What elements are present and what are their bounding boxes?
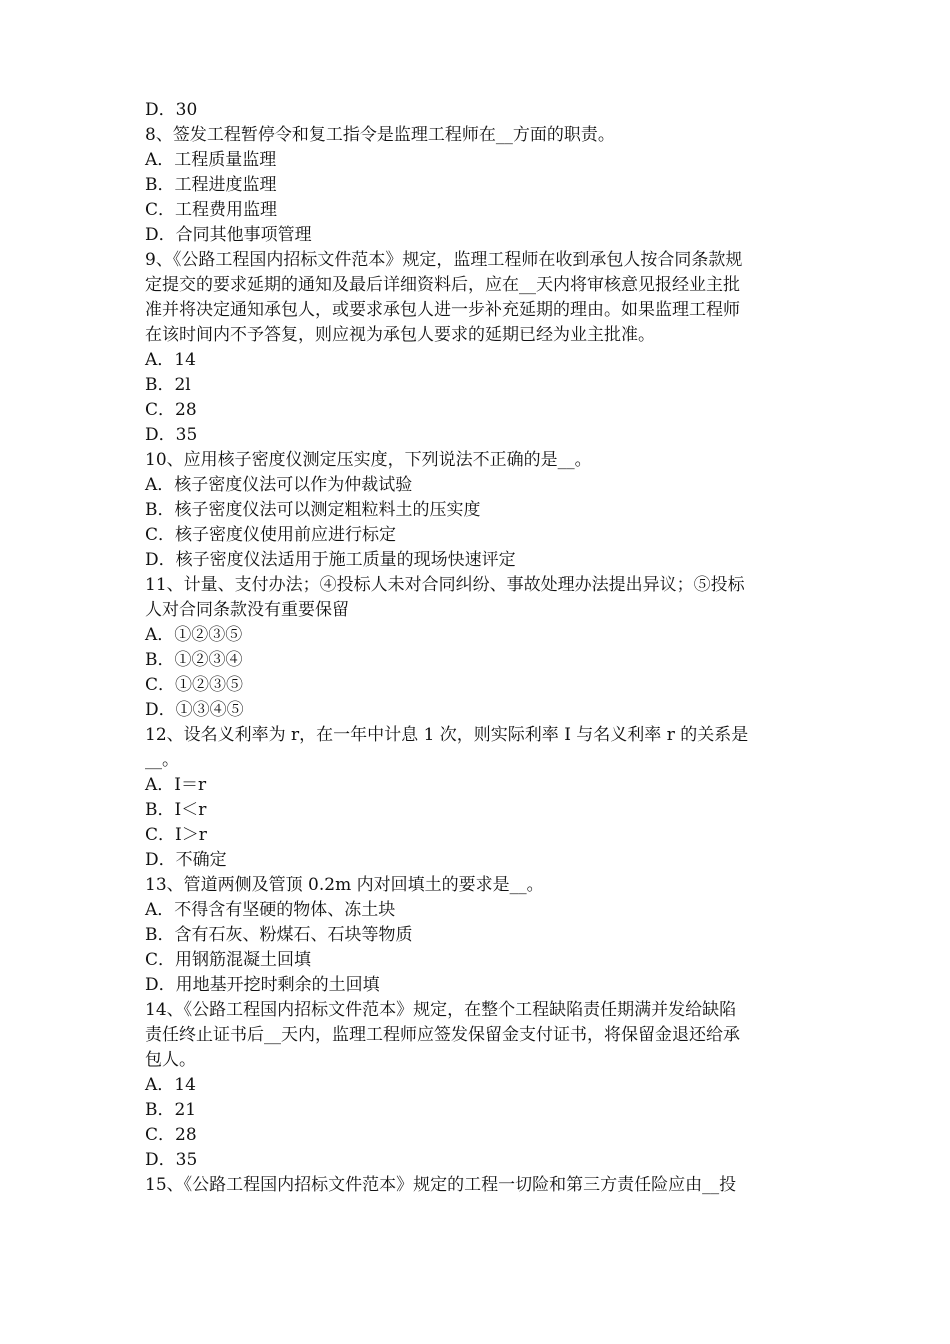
text-line: B．21: [145, 1100, 197, 1120]
text-line: 责任终止证书后__天内，监理工程师应签发保留金支付证书，将保留金退还给承: [145, 1025, 740, 1045]
text-line: 11、计量、支付办法；④投标人未对合同纠纷、事故处理办法提出异议；⑤投标: [145, 575, 745, 595]
text-line: C．28: [145, 400, 197, 420]
text-line: 15、《公路工程国内招标文件范本》规定的工程一切险和第三方责任险应由__投: [145, 1175, 737, 1195]
text-line: C．①②③⑤: [145, 675, 244, 695]
text-line: B．①②③④: [145, 650, 243, 670]
text-line: 在该时间内不予答复，则应视为承包人要求的延期已经为业主批准。: [145, 325, 655, 345]
text-line: A．①②③⑤: [145, 625, 243, 645]
text-line: B．工程进度监理: [145, 175, 277, 195]
text-line: D．用地基开挖时剩余的土回填: [145, 975, 380, 995]
text-line: A．14: [145, 350, 196, 370]
text-line: B．2l: [145, 375, 191, 395]
text-line: C．用钢筋混凝土回填: [145, 950, 312, 970]
text-line: C．I＞r: [145, 825, 207, 845]
text-line: 人对合同条款没有重要保留: [145, 600, 349, 620]
text-line: 定提交的要求延期的通知及最后详细资料后，应在__天内将审核意见报经业主批: [145, 275, 740, 295]
text-line: 包人。: [145, 1050, 196, 1070]
text-line: 14、《公路工程国内招标文件范本》规定，在整个工程缺陷责任期满并发给缺陷: [145, 1000, 737, 1020]
document-body: [145, 98, 813, 1198]
text-line: B．核子密度仪法可以测定粗粒料土的压实度: [145, 500, 481, 520]
text-line: B．含有石灰、粉煤石、石块等物质: [145, 925, 413, 945]
text-line: D．35: [145, 1150, 198, 1170]
text-line: 9、《公路工程国内招标文件范本》规定，监理工程师在收到承包人按合同条款规: [145, 250, 743, 270]
text-line: C．核子密度仪使用前应进行标定: [145, 525, 397, 545]
text-line: A．不得含有坚硬的物体、冻土块: [145, 900, 396, 920]
text-line: B．I＜r: [145, 800, 207, 820]
text-line: D．35: [145, 425, 198, 445]
text-line: C．工程费用监理: [145, 200, 278, 220]
text-line: 12、设名义利率为 r，在一年中计息 1 次，则实际利率 I 与名义利率 r 的关系是: [145, 725, 749, 745]
text-line: 8、签发工程暂停令和复工指令是监理工程师在__方面的职责。: [145, 125, 615, 145]
text-line: A．工程质量监理: [145, 150, 277, 170]
text-line: D．①③④⑤: [145, 700, 244, 720]
text-line: A．I＝r: [145, 775, 207, 795]
text-line: 13、管道两侧及管顶 0.2m 内对回填土的要求是__。: [145, 875, 544, 895]
text-line: D．核子密度仪法适用于施工质量的现场快速评定: [145, 550, 516, 570]
text-line: D．30: [145, 100, 198, 120]
text-line: D．合同其他事项管理: [145, 225, 312, 245]
text-line: A．核子密度仪法可以作为仲裁试验: [145, 475, 413, 495]
text-line: D．不确定: [145, 850, 227, 870]
text-line: 10、应用核子密度仪测定压实度，下列说法不正确的是__。: [145, 450, 592, 470]
text-line: 准并将决定通知承包人，或要求承包人进一步补充延期的理由。如果监理工程师: [145, 300, 740, 320]
text-line: C．28: [145, 1125, 197, 1145]
text-line: A．14: [145, 1075, 196, 1095]
text-line: __。: [145, 750, 179, 770]
